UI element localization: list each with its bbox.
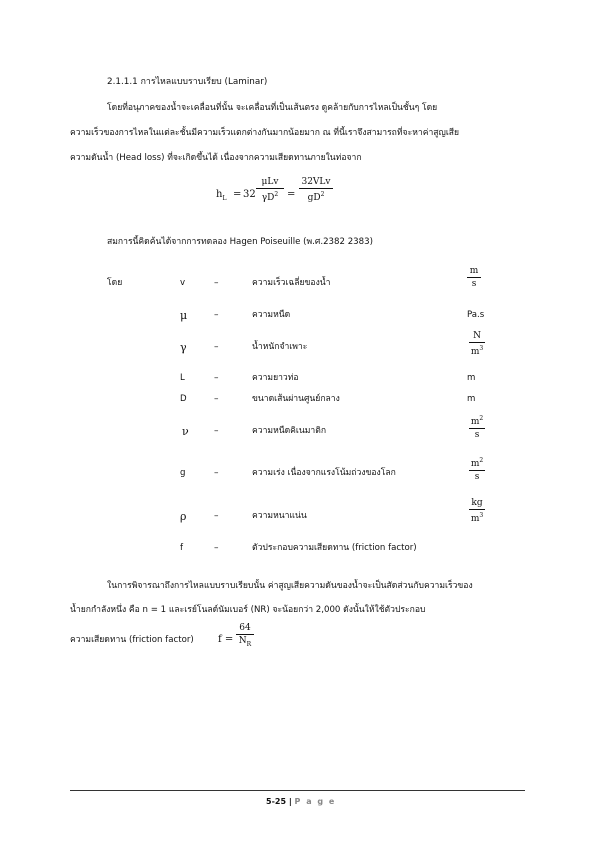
- equation-coefficient: 32: [243, 189, 256, 200]
- variable-symbol: g: [180, 468, 186, 478]
- variable-description: ความหนาแน่น: [252, 511, 307, 521]
- intro-line-1: โดยที่อนุภาคของน้ำจะเคลื่อนที่นั้น จะเคลื่อนที่เป็นเส้นตรง ดูคล้ายกับการไหลเป็นชั้นๆ โดย: [107, 103, 438, 113]
- variable-unit: m: [467, 373, 476, 383]
- variable-symbol: L: [180, 373, 185, 383]
- variable-dash: –: [214, 468, 219, 478]
- variable-unit: m: [467, 394, 476, 404]
- conclusion-line-3: ความเสียดทาน (friction factor): [70, 635, 194, 645]
- variable-unit: $m^2$ s: [470, 415, 484, 440]
- variable-description: ความเร่ง เนื่องจากแรงโน้มถ่วงของโลก: [252, 468, 396, 478]
- variable-description: ขนาดเส้นผ่านศูนย์กลาง: [252, 394, 340, 404]
- variable-description: ความเร็วเฉลี่ยของน้ำ: [252, 278, 331, 288]
- friction-factor-lhs: f =: [218, 634, 234, 645]
- footer-rule: [70, 790, 525, 791]
- conclusion-line-2: น้ำยกกำลังหนึ่ง คือ n = 1 และเรย์โนลด์นัมเบอร์ (NR) จะน้อยกว่า 2,000 ดังนั้นให้ใช้ตัวประกอบ: [70, 605, 426, 615]
- variable-description: ความหนืดคิเนมาติก: [252, 426, 327, 436]
- footer-separator: |: [288, 797, 292, 806]
- equation-equals-1: =: [233, 189, 242, 200]
- variable-unit: $m^2$ s: [470, 457, 484, 482]
- friction-factor-fraction: 64 $N_R$: [236, 622, 254, 651]
- variable-dash: –: [214, 310, 219, 320]
- intro-line-3: ความดันน้ำ (Head loss) ที่จะเกิดขึ้นได้ เนื่องจากความเสียดทานภายในท่อจาก: [70, 153, 362, 163]
- variable-symbol: v: [180, 278, 186, 288]
- variable-dash: –: [214, 394, 219, 404]
- page-footer: [266, 797, 336, 806]
- variable-symbol: μ: [180, 309, 188, 322]
- variable-unit: N $m^3$: [470, 331, 484, 357]
- equation-fraction-1: μLv $\gamma D^2$: [256, 176, 284, 204]
- variable-dash: –: [214, 426, 219, 436]
- variable-description: น้ำหนักจำเพาะ: [252, 342, 308, 352]
- variable-description: ความหนืด: [252, 310, 291, 320]
- variable-dash: –: [214, 342, 219, 352]
- page-word: P a g e: [294, 797, 336, 806]
- conclusion-line-1: ในการพิจารณาถึงการไหลแบบราบเรียบนั้น ค่าสูญเสียความดันของน้ำจะเป็นสัดส่วนกับความเร็วของ: [107, 581, 473, 591]
- variable-dash: –: [214, 543, 219, 553]
- variable-symbol: ν: [182, 425, 189, 438]
- variable-symbol: ρ: [180, 510, 187, 523]
- variable-symbol: f: [180, 543, 184, 553]
- variable-dash: –: [214, 511, 219, 521]
- variable-symbol: D: [180, 394, 187, 404]
- equation-equals-2: =: [287, 189, 296, 200]
- equation-lhs: $h_L$: [216, 189, 227, 202]
- variable-unit: kg $m^3$: [470, 498, 484, 524]
- page-number: 5-25: [266, 797, 287, 806]
- variable-description: ความยาวท่อ: [252, 373, 299, 383]
- variable-dash: –: [214, 278, 219, 288]
- variable-unit: Pa.s: [467, 310, 485, 320]
- variable-symbol: γ: [180, 341, 187, 354]
- where-label: โดย: [107, 278, 123, 288]
- section-heading: 2.1.1.1 การไหลแบบราบเรียบ (Laminar): [107, 77, 268, 87]
- source-line: สมการนี้คิดค้นได้จากการทดลอง Hagen Poiseuille (พ.ศ.2382 2383): [107, 237, 373, 247]
- variable-unit: m s: [467, 265, 481, 290]
- variable-description: ตัวประกอบความเสียดทาน (friction factor): [252, 543, 417, 553]
- intro-line-2: ความเร็วของการไหลในแต่ละชั้นมีความเร็วแตกต่างกันมากน้อยมาก ณ ที่นี้เราจึงสามารถที่จะหาค่าสูญเสีย: [70, 128, 460, 138]
- variable-dash: –: [214, 373, 219, 383]
- equation-fraction-2: 32VLv $gD^2$: [299, 176, 333, 204]
